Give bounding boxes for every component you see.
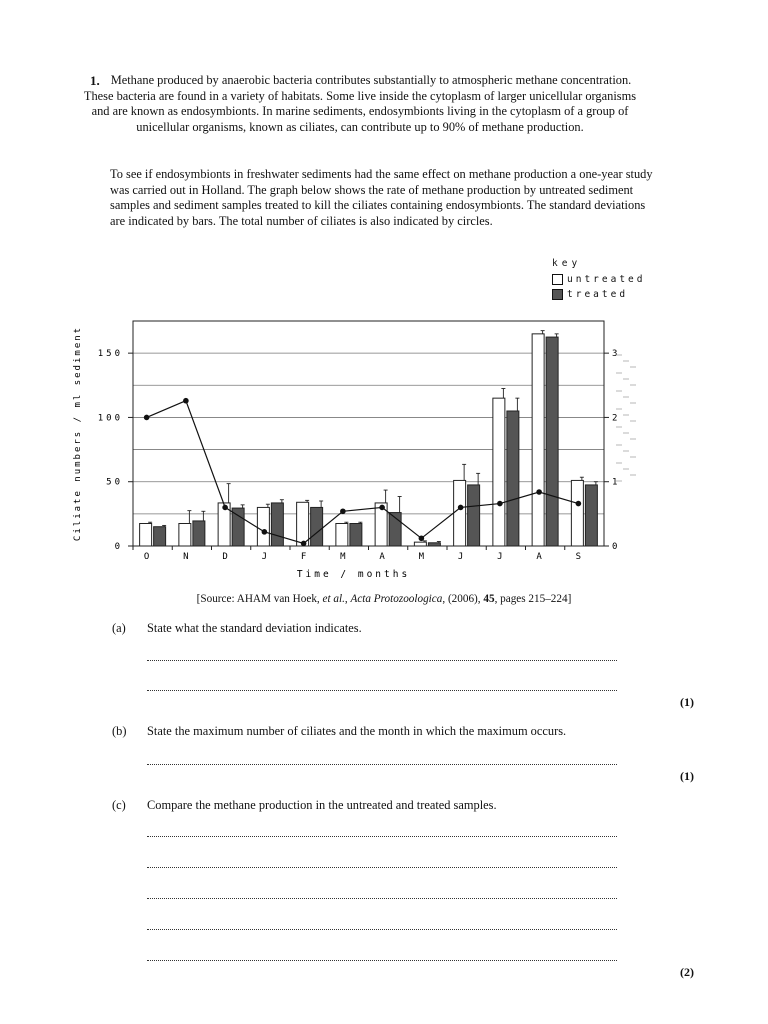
bar-treated (546, 337, 558, 546)
part-c-text: Compare the methane production in the untreated and treated samples. (147, 798, 497, 812)
x-tick-label: J (497, 552, 503, 562)
x-tick-label: J (261, 552, 268, 562)
answer-line-c2[interactable] (147, 867, 617, 868)
bar-untreated (336, 524, 348, 547)
right-tick-label: 1 (612, 477, 618, 488)
source-pages: , pages 215–224] (494, 593, 572, 605)
source-journal: Acta Protozoologica (350, 593, 443, 605)
bar-untreated (297, 502, 309, 546)
bar-treated (507, 411, 519, 546)
ciliate-point (497, 501, 503, 507)
ciliate-point (222, 505, 228, 511)
bar-treated (428, 543, 440, 546)
source-volume: 45 (483, 593, 495, 605)
bar-treated (311, 507, 323, 546)
bar-untreated (414, 542, 426, 546)
x-tick-label: J (457, 552, 464, 562)
answer-line-c3[interactable] (147, 898, 617, 899)
legend-title: key (552, 258, 582, 269)
x-tick-label: N (183, 552, 189, 562)
source-year: , (2006), (442, 593, 484, 605)
answer-line-b1[interactable] (147, 764, 617, 765)
left-tick-label: 100 (97, 413, 123, 424)
x-tick-label: M (418, 552, 425, 562)
answer-line-c4[interactable] (147, 929, 617, 930)
ciliate-point (379, 505, 385, 511)
left-tick-label: 150 (97, 349, 123, 360)
x-axis-label: Time / months (296, 569, 411, 580)
part-a-text: State what the standard deviation indicates. (147, 621, 362, 635)
study-description: To see if endosymbionts in freshwater sediments had the same effect on methane production a one-year study was carried out in Holland. The graph below shows the rate of methane production by untreated sediment samples and sediment samples treated to kill the ciliates containing endosymbionts. The standard deviations are indicated by bars. The total number of ciliates is also indicated by circles. (110, 167, 653, 228)
right-tick-label: 3 (612, 349, 618, 360)
ciliate-point (144, 415, 150, 421)
bar-untreated (454, 480, 466, 546)
intro-text: Methane produced by anaerobic bacteria contributes substantially to atmospheric methane concentration. These bacteria are found in a variety of habitats. Some live inside the cytoplasm of larger unicellular organisms and are known as endosymbionts. In marine sediments, endosymbionts living in the cytoplasm of a group of unicellular organisms, known as ciliates, can contribute up to 90% of methane production. (83, 73, 637, 134)
part-a-mark: (1) (680, 695, 694, 709)
x-tick-label: S (575, 552, 582, 562)
answer-line-a2[interactable] (147, 690, 617, 691)
ciliate-point (340, 508, 346, 514)
x-tick-label: A (536, 552, 542, 562)
answer-line-c5[interactable] (147, 960, 617, 961)
bar-treated (468, 485, 480, 546)
legend-treated-label: treated (567, 289, 629, 300)
bar-untreated (140, 524, 152, 547)
bar-treated (585, 485, 597, 546)
bar-treated (232, 508, 244, 546)
right-tick-label: 0 (612, 542, 618, 552)
right-tick-label: 2 (612, 413, 618, 424)
ciliate-point (458, 505, 464, 511)
part-c-mark: (2) (680, 965, 694, 979)
ciliate-point (576, 501, 582, 507)
source-citation: [Source: AHAM van Hoek, et al., Acta Protozoologica, (2006), 45, pages 215–224] (196, 593, 572, 605)
ciliate-point (419, 535, 425, 541)
left-tick-label: 0 (114, 542, 123, 552)
part-b-text: State the maximum number of ciliates and the month in which the maximum occurs. (147, 724, 567, 738)
bar-untreated (179, 524, 191, 547)
source-prefix: [Source: AHAM van Hoek, (196, 593, 323, 605)
x-tick-label: M (340, 552, 346, 562)
bar-treated (271, 503, 283, 546)
bar-treated (350, 524, 362, 547)
part-a-label: (a) (112, 621, 126, 635)
x-tick-label: D (222, 552, 228, 562)
part-c-label: (c) (112, 798, 126, 812)
legend-untreated-label: untreated (567, 274, 646, 285)
bar-untreated (493, 398, 505, 546)
x-tick-label: A (379, 552, 385, 562)
ciliate-point (301, 541, 307, 547)
bar-untreated (257, 507, 269, 546)
bar-untreated (532, 334, 544, 546)
ciliate-point (536, 489, 542, 495)
bar-treated (154, 527, 166, 546)
ciliate-point (262, 529, 268, 535)
bar-treated (193, 521, 205, 546)
answer-line-a1[interactable] (147, 660, 617, 661)
bar-untreated (571, 480, 583, 546)
x-tick-label: F (300, 552, 307, 562)
y-left-axis-label: Ciliate numbers / ml sediment (73, 325, 83, 542)
source-etal: et al. (322, 593, 345, 605)
part-b-mark: (1) (680, 769, 694, 783)
question-number: 1. (90, 73, 100, 88)
left-tick-label: 50 (106, 477, 123, 488)
x-tick-label: O (143, 552, 150, 562)
answer-line-c1[interactable] (147, 836, 617, 837)
part-b-label: (b) (112, 724, 127, 738)
ciliate-point (183, 398, 189, 404)
